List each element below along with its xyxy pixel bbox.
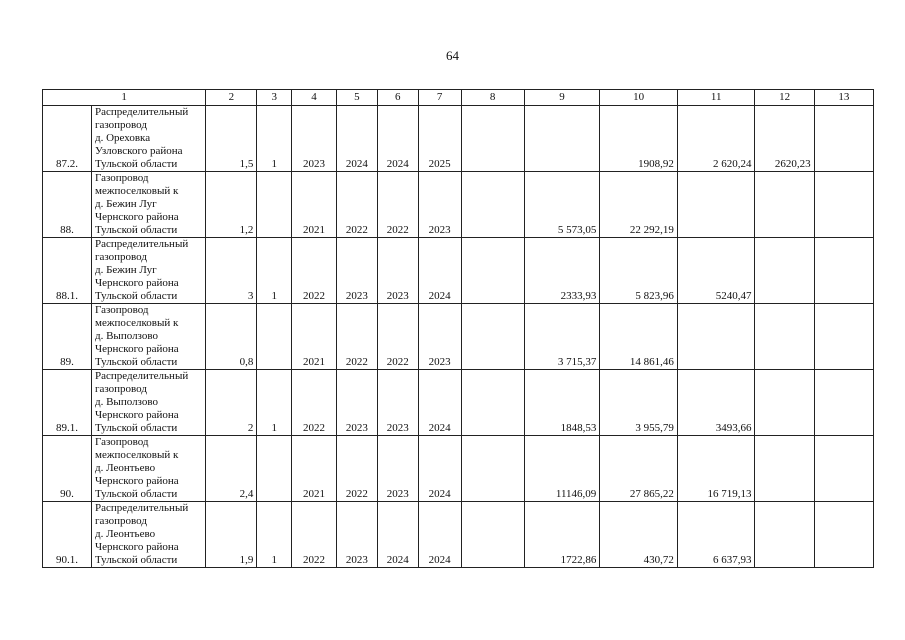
year-cell: 2023: [418, 172, 461, 238]
amount-cell: [814, 106, 873, 172]
amount-cell: 14 861,46: [600, 304, 678, 370]
amount-cell: [755, 436, 814, 502]
column-header: 8: [461, 90, 524, 106]
year-cell: 2023: [336, 370, 377, 436]
column-header: 7: [418, 90, 461, 106]
column-header: 12: [755, 90, 814, 106]
amount-cell: 2 620,24: [677, 106, 755, 172]
amount-cell: 3 955,79: [600, 370, 678, 436]
year-cell: 2024: [418, 370, 461, 436]
amount-cell: 27 865,22: [600, 436, 678, 502]
year-cell: 2022: [377, 304, 418, 370]
object-name: Распределительный газопровод д. Леонтьево Чернского района Тульской области: [92, 502, 206, 568]
column-header: 9: [524, 90, 600, 106]
year-cell: 2021: [292, 304, 337, 370]
amount-cell: [755, 502, 814, 568]
year-cell: 2024: [377, 502, 418, 568]
amount-cell: 11146,09: [524, 436, 600, 502]
amount-cell: [814, 502, 873, 568]
year-cell: 2024: [418, 238, 461, 304]
year-cell: 2025: [418, 106, 461, 172]
table-row: [43, 436, 874, 502]
amount-cell: [461, 238, 524, 304]
header-row: [43, 90, 874, 106]
length-cell: 3: [206, 238, 257, 304]
table-row: [43, 106, 874, 172]
row-number: 88.1.: [43, 238, 92, 304]
year-cell: 2023: [377, 238, 418, 304]
amount-cell: 2333,93: [524, 238, 600, 304]
count-cell: [257, 304, 292, 370]
year-cell: 2022: [336, 436, 377, 502]
row-number: 88.: [43, 172, 92, 238]
object-name: Распределительный газопровод д. Бежин Луг Чернского района Тульской области: [92, 238, 206, 304]
year-cell: 2022: [292, 502, 337, 568]
year-cell: 2022: [292, 238, 337, 304]
amount-cell: [461, 502, 524, 568]
amount-cell: [524, 106, 600, 172]
row-number: 89.1.: [43, 370, 92, 436]
count-cell: 1: [257, 502, 292, 568]
amount-cell: [755, 172, 814, 238]
count-cell: 1: [257, 370, 292, 436]
amount-cell: 1848,53: [524, 370, 600, 436]
amount-cell: [755, 304, 814, 370]
amount-cell: 16 719,13: [677, 436, 755, 502]
table-row: [43, 172, 874, 238]
length-cell: 1,5: [206, 106, 257, 172]
data-table: [42, 89, 874, 568]
amount-cell: [814, 370, 873, 436]
amount-cell: 6 637,93: [677, 502, 755, 568]
year-cell: 2022: [336, 304, 377, 370]
length-cell: 2: [206, 370, 257, 436]
table-row: [43, 304, 874, 370]
amount-cell: [814, 172, 873, 238]
object-name: Газопровод межпоселковый к д. Леонтьево Чернского района Тульской области: [92, 436, 206, 502]
amount-cell: 1722,86: [524, 502, 600, 568]
count-cell: [257, 436, 292, 502]
length-cell: 2,4: [206, 436, 257, 502]
amount-cell: 5240,47: [677, 238, 755, 304]
amount-cell: [814, 304, 873, 370]
amount-cell: 5 823,96: [600, 238, 678, 304]
amount-cell: 3493,66: [677, 370, 755, 436]
object-name: Газопровод межпоселковый к д. Бежин Луг Чернского района Тульской области: [92, 172, 206, 238]
year-cell: 2023: [377, 370, 418, 436]
amount-cell: [461, 304, 524, 370]
count-cell: 1: [257, 106, 292, 172]
year-cell: 2024: [336, 106, 377, 172]
amount-cell: [814, 238, 873, 304]
table-row: [43, 502, 874, 568]
amount-cell: [461, 172, 524, 238]
row-number: 90.: [43, 436, 92, 502]
year-cell: 2023: [292, 106, 337, 172]
year-cell: 2023: [377, 436, 418, 502]
year-cell: 2022: [336, 172, 377, 238]
length-cell: 0,8: [206, 304, 257, 370]
amount-cell: [814, 436, 873, 502]
amount-cell: [461, 370, 524, 436]
amount-cell: [755, 238, 814, 304]
amount-cell: 3 715,37: [524, 304, 600, 370]
column-header: 4: [292, 90, 337, 106]
column-header: 10: [600, 90, 678, 106]
amount-cell: 1908,92: [600, 106, 678, 172]
column-header: 3: [257, 90, 292, 106]
year-cell: 2024: [418, 436, 461, 502]
amount-cell: [461, 436, 524, 502]
column-header: 5: [336, 90, 377, 106]
amount-cell: 5 573,05: [524, 172, 600, 238]
table-row: [43, 238, 874, 304]
table-row: [43, 370, 874, 436]
count-cell: 1: [257, 238, 292, 304]
column-header: 13: [814, 90, 873, 106]
amount-cell: 430,72: [600, 502, 678, 568]
object-name: Распределительный газопровод д. Выползово Чернского района Тульской области: [92, 370, 206, 436]
object-name: Газопровод межпоселковый к д. Выползово Чернского района Тульской области: [92, 304, 206, 370]
column-header: 11: [677, 90, 755, 106]
page-number: 64: [446, 48, 459, 63]
column-header: 6: [377, 90, 418, 106]
amount-cell: [755, 370, 814, 436]
amount-cell: 22 292,19: [600, 172, 678, 238]
year-cell: 2021: [292, 436, 337, 502]
year-cell: 2022: [292, 370, 337, 436]
year-cell: 2022: [377, 172, 418, 238]
year-cell: 2023: [336, 502, 377, 568]
year-cell: 2024: [418, 502, 461, 568]
amount-cell: [677, 304, 755, 370]
object-name: Распределительный газопровод д. Ореховка Узловского района Тульской области: [92, 106, 206, 172]
year-cell: 2021: [292, 172, 337, 238]
row-number: 89.: [43, 304, 92, 370]
column-header: 2: [206, 90, 257, 106]
amount-cell: 2620,23: [755, 106, 814, 172]
year-cell: 2023: [418, 304, 461, 370]
amount-cell: [677, 172, 755, 238]
count-cell: [257, 172, 292, 238]
length-cell: 1,2: [206, 172, 257, 238]
year-cell: 2024: [377, 106, 418, 172]
year-cell: 2023: [336, 238, 377, 304]
column-header: 1: [43, 90, 206, 106]
row-number: 87.2.: [43, 106, 92, 172]
row-number: 90.1.: [43, 502, 92, 568]
amount-cell: [461, 106, 524, 172]
length-cell: 1,9: [206, 502, 257, 568]
